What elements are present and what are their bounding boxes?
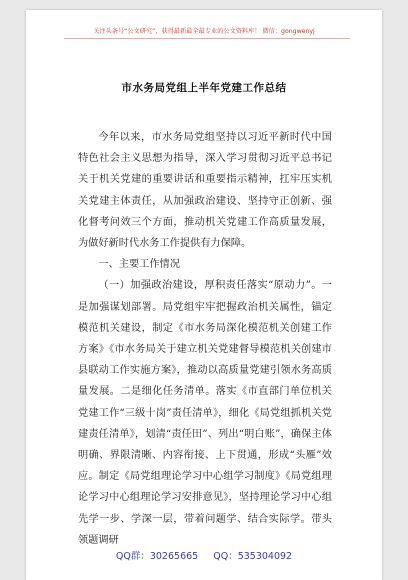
paragraph-political-building: （一）加强政治建设，厚积责任落实“原动力”。一是加强谋划部署。局党组牢牢把握政治机关属性，锚定模范机关建设，制定《市水务局深化模范机关创建工作方案》《市水务局关于建立机关党建督导模范机关创建市县联动工作实施方案》，推动以高质量党建引领水务高质量发展。二是细化任务清单。落实《市直部门单位机关党建工作“三级十岗”责任清单》，细化《局党组抓机关党建责任清单》，划清“责任田”、列出“明白账”，确保主体明确、界限清晰、内容衔接、上下贯通，形成“头雁”效应。制定《局党组理论学习中心组学习制度》《局党组理论学习中心组理论学习安排意见》，坚持理论学习中心组先学一步、学深一层，带着问题学、结合实际学。带头领题调研 xyxy=(78,280,332,546)
document-title: 市水务局党组上半年党建工作总结 xyxy=(121,82,287,94)
paragraph-intro: 今年以来，市水务局党组坚持以习近平新时代中国特色社会主义思想为指导，深入学习贯彻习近平总书记关于机关党建的重要讲话和重要指示精神，扛牢压实机关党建主体责任，从加强政治建设、坚持守正创新、强化督考问效三个方面，推动机关党建工作高质量发展，为做好新时代水务工作提供有力保障。 xyxy=(78,132,332,250)
section-heading: 一、主要工作情况 xyxy=(98,259,180,271)
header-promo xyxy=(26,26,382,35)
document-body xyxy=(78,127,332,551)
footer-qq-number: QQ：535304092 xyxy=(213,551,293,562)
footer-contact xyxy=(26,548,382,562)
header-divider xyxy=(64,38,350,39)
footer-qq-group: QQ群：30265665 xyxy=(115,551,199,562)
document-page xyxy=(26,10,382,580)
header-promo-text: 关注头条号“公文研究”，获得最新最全最专业的公文资料库！ 微信：gongwenyj xyxy=(93,28,315,35)
